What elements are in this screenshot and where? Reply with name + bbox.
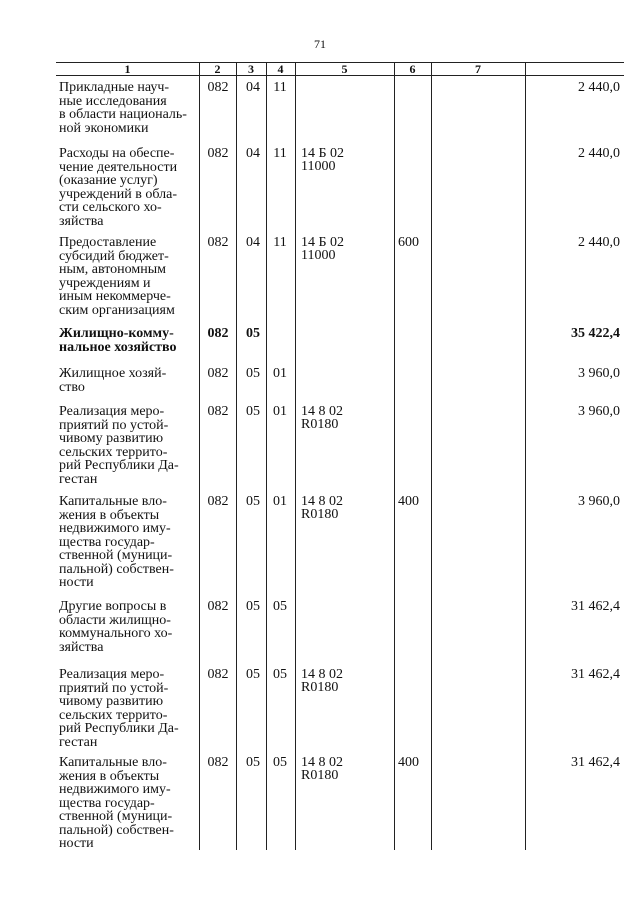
cell-col-5-line1: 14 Б 02 <box>301 146 345 161</box>
row-name-line: сельских террито- <box>59 444 168 460</box>
cell-col-4: 11 <box>273 80 287 95</box>
row-name-line: зяйства <box>59 639 104 655</box>
cell-col-4: 11 <box>273 235 287 250</box>
cell-amount: 31 462,4 <box>571 667 620 682</box>
row-name <box>59 405 199 486</box>
header-col-7: 7 <box>475 62 481 76</box>
row-name-line: чение деятельности <box>59 159 178 175</box>
cell-amount: 2 440,0 <box>578 80 620 95</box>
row-name-line: Жилищно-комму- <box>59 326 174 341</box>
cell-col-6: 400 <box>398 494 419 509</box>
cell-col-3: 04 <box>246 80 260 95</box>
column-divider <box>236 62 237 850</box>
row-name-line: рий Республики Да- <box>59 721 179 736</box>
cell-col-2: 082 <box>207 80 229 95</box>
cell-col-4: 05 <box>273 755 287 770</box>
column-divider <box>394 62 395 850</box>
cell-col-3: 05 <box>246 404 260 419</box>
header-col-1: 1 <box>124 62 131 76</box>
header-col-8 <box>525 63 624 75</box>
row-name-line: ной экономики <box>59 120 149 136</box>
row-name-line: ственной (муници- <box>59 809 173 824</box>
budget-table <box>56 62 624 850</box>
row-name-line: ским организациям <box>59 302 175 318</box>
cell-col-3: 05 <box>246 494 260 509</box>
row-name-line: субсидий бюджет- <box>59 248 169 264</box>
row-name <box>59 236 199 317</box>
cell-col-4: 05 <box>273 667 287 682</box>
row-name-line: приятий по устой- <box>59 680 169 696</box>
row-name-line: недвижимого иму- <box>59 521 171 536</box>
cell-amount: 2 440,0 <box>578 146 620 161</box>
header-col-3: 3 <box>248 62 254 76</box>
row-name-line: в области националь- <box>59 107 187 122</box>
row-name-line: (оказание услуг) <box>59 173 158 188</box>
row-name <box>59 147 199 228</box>
row-name-line: чивому развитию <box>59 431 164 446</box>
column-divider <box>431 62 432 850</box>
cell-col-5-line2: R0180 <box>301 507 339 522</box>
row-name-line: сти сельского хо- <box>59 200 162 215</box>
row-name-line: жения в объекты <box>59 507 160 523</box>
row-name-line: ности <box>59 836 94 851</box>
cell-col-2: 082 <box>207 326 229 341</box>
column-divider <box>199 62 200 850</box>
cell-col-5-line2: R0180 <box>301 768 339 783</box>
row-name-line: иным некоммерче- <box>59 289 171 304</box>
row-name-line: ственной (муници- <box>59 548 173 563</box>
row-name <box>59 600 199 654</box>
cell-col-6: 600 <box>398 235 419 250</box>
column-divider <box>295 62 296 850</box>
cell-col-4: 05 <box>273 599 287 614</box>
row-name <box>59 367 199 394</box>
cell-col-5-line1: 14 8 02 <box>301 494 343 509</box>
row-name-line: области жилищно- <box>59 612 171 628</box>
row-name-line: Реализация меро- <box>59 667 165 682</box>
row-name-line: сельских террито- <box>59 707 168 723</box>
cell-col-5-line1: 14 8 02 <box>301 404 343 419</box>
cell-col-4: 01 <box>273 366 287 381</box>
row-name-line: Расходы на обеспе- <box>59 146 175 161</box>
column-divider <box>266 62 267 850</box>
row-name-line: Прикладные науч- <box>59 80 170 95</box>
page-number: 71 <box>314 37 326 51</box>
row-name-line: учреждениям и <box>59 275 151 291</box>
row-name <box>59 495 199 590</box>
cell-col-2: 082 <box>207 404 229 419</box>
row-name-line: Другие вопросы в <box>59 599 167 614</box>
cell-col-2: 082 <box>207 667 229 682</box>
row-name-line: жения в объекты <box>59 768 160 784</box>
row-name-line: приятий по устой- <box>59 417 169 433</box>
header-bottom-border <box>56 75 624 76</box>
cell-col-2: 082 <box>207 366 229 381</box>
cell-col-3: 05 <box>246 755 260 770</box>
cell-col-5-line1: 14 Б 02 <box>301 235 345 250</box>
cell-amount: 2 440,0 <box>578 235 620 250</box>
cell-col-5-line2: 11000 <box>301 159 336 174</box>
row-name-line: рий Республики Да- <box>59 458 179 473</box>
row-name-line: учреждений в обла- <box>59 186 177 202</box>
row-name-line: гестан <box>59 734 98 750</box>
row-name-line: недвижимого иму- <box>59 782 171 797</box>
cell-col-4: 01 <box>273 404 287 419</box>
header-col-2: 2 <box>214 62 221 76</box>
cell-col-2: 082 <box>207 755 229 770</box>
row-name-line: щества государ- <box>59 534 155 550</box>
cell-col-5-line1: 14 8 02 <box>301 755 343 770</box>
row-name-line: Капитальные вло- <box>59 755 167 770</box>
row-name-line: ство <box>59 379 85 395</box>
cell-col-3: 05 <box>246 366 260 381</box>
row-name-line: пальной) собствен- <box>59 822 174 838</box>
row-name <box>59 81 199 135</box>
cell-col-5-line1: 14 8 02 <box>301 667 343 682</box>
cell-col-4: 01 <box>273 494 287 509</box>
cell-col-5-line2: 11000 <box>301 248 336 263</box>
row-name-line: пальной) собствен- <box>59 561 174 577</box>
cell-col-3: 05 <box>246 667 260 682</box>
cell-amount: 3 960,0 <box>578 404 620 419</box>
cell-col-3: 05 <box>246 326 260 341</box>
cell-amount: 31 462,4 <box>571 755 620 770</box>
cell-col-2: 082 <box>207 599 229 614</box>
row-name-line: Реализация меро- <box>59 404 165 419</box>
row-name-line: Предоставление <box>59 235 157 250</box>
cell-amount: 3 960,0 <box>578 366 620 381</box>
cell-amount: 35 422,4 <box>571 326 620 341</box>
row-name <box>59 327 199 354</box>
row-name <box>59 668 199 749</box>
row-name-line: щества государ- <box>59 795 155 811</box>
row-name-line: гестан <box>59 471 98 487</box>
column-divider <box>525 62 526 850</box>
row-name-line: Капитальные вло- <box>59 494 167 509</box>
cell-amount: 3 960,0 <box>578 494 620 509</box>
row-name-line: коммунального хо- <box>59 626 173 641</box>
row-name-line: ности <box>59 575 94 590</box>
cell-col-3: 05 <box>246 599 260 614</box>
cell-amount: 31 462,4 <box>571 599 620 614</box>
header-col-4: 4 <box>277 62 284 76</box>
cell-col-6: 400 <box>398 755 419 770</box>
cell-col-5-line2: R0180 <box>301 417 339 432</box>
row-name <box>59 756 199 851</box>
cell-col-2: 082 <box>207 494 229 509</box>
cell-col-3: 04 <box>246 146 260 161</box>
cell-col-3: 04 <box>246 235 260 250</box>
row-name-line: чивому развитию <box>59 694 164 709</box>
row-name-line: зяйства <box>59 213 104 229</box>
cell-col-2: 082 <box>207 146 229 161</box>
header-col-6: 6 <box>409 62 416 76</box>
row-name-line: Жилищное хозяй- <box>59 366 167 381</box>
row-name-line: ным, автономным <box>59 262 167 277</box>
cell-col-4: 11 <box>273 146 287 161</box>
cell-col-2: 082 <box>207 235 229 250</box>
cell-col-5-line2: R0180 <box>301 680 339 695</box>
row-name-line: нальное хозяйство <box>59 339 177 355</box>
header-col-5: 5 <box>341 62 348 76</box>
row-name-line: ные исследования <box>59 93 167 109</box>
